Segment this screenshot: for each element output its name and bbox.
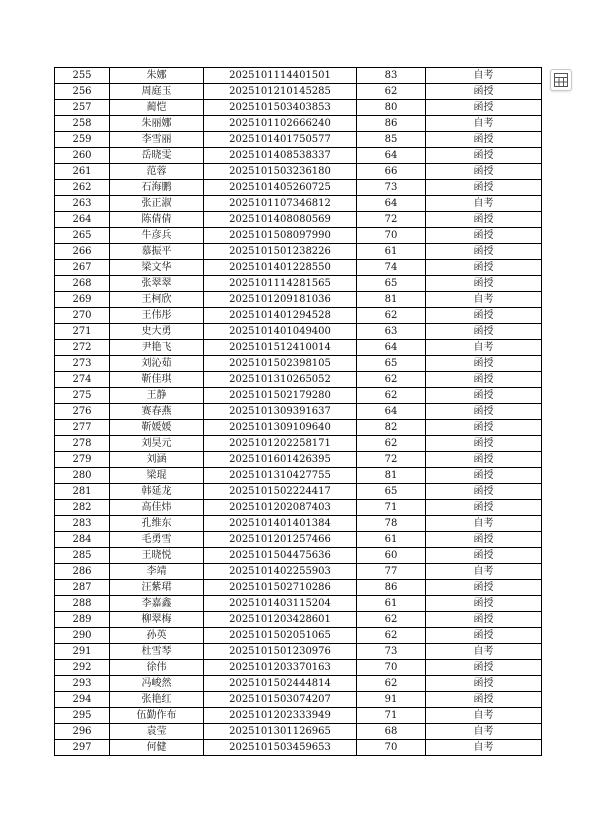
- score-cell: 64: [357, 148, 426, 164]
- score-cell: 73: [357, 644, 426, 660]
- score-cell: 80: [357, 100, 426, 116]
- student-name-cell: 朱丽娜: [110, 116, 204, 132]
- score-cell: 65: [357, 484, 426, 500]
- row-index-cell: 285: [55, 548, 110, 564]
- score-cell: 61: [357, 596, 426, 612]
- student-name-cell: 王静: [110, 388, 204, 404]
- table-row: [55, 372, 542, 388]
- study-mode-cell: 函授: [426, 212, 542, 228]
- study-mode-cell: 自考: [426, 644, 542, 660]
- table-row: [55, 580, 542, 596]
- row-index-cell: 270: [55, 308, 110, 324]
- table-row: [55, 724, 542, 740]
- score-cell: 62: [357, 388, 426, 404]
- score-cell: 65: [357, 356, 426, 372]
- student-name-cell: 靳佳琪: [110, 372, 204, 388]
- study-mode-cell: 函授: [426, 660, 542, 676]
- table-row: [55, 244, 542, 260]
- table-row: [55, 420, 542, 436]
- score-cell: 81: [357, 292, 426, 308]
- student-id-cell: 2025101202258171: [204, 436, 357, 452]
- student-id-cell: 2025101503459653: [204, 740, 357, 756]
- student-name-cell: 李雪丽: [110, 132, 204, 148]
- score-cell: 61: [357, 244, 426, 260]
- table-grid-icon: [554, 73, 568, 87]
- student-id-cell: 2025101502224417: [204, 484, 357, 500]
- study-mode-cell: 自考: [426, 196, 542, 212]
- table-row: [55, 644, 542, 660]
- student-id-cell: 2025101408538337: [204, 148, 357, 164]
- student-name-cell: 史大勇: [110, 324, 204, 340]
- student-name-cell: 张艳红: [110, 692, 204, 708]
- study-mode-cell: 函授: [426, 548, 542, 564]
- study-mode-cell: 函授: [426, 260, 542, 276]
- row-index-cell: 257: [55, 100, 110, 116]
- score-cell: 72: [357, 452, 426, 468]
- student-name-cell: 蔺恺: [110, 100, 204, 116]
- score-cell: 85: [357, 132, 426, 148]
- row-index-cell: 295: [55, 708, 110, 724]
- student-name-cell: 刘昊元: [110, 436, 204, 452]
- student-id-cell: 2025101301126965: [204, 724, 357, 740]
- table-row: [55, 596, 542, 612]
- score-cell: 60: [357, 548, 426, 564]
- student-id-cell: 2025101503236180: [204, 164, 357, 180]
- student-name-cell: 王晓悦: [110, 548, 204, 564]
- table-row: [55, 692, 542, 708]
- records-table-body: [55, 68, 542, 756]
- row-index-cell: 279: [55, 452, 110, 468]
- study-mode-cell: 函授: [426, 596, 542, 612]
- table-row: [55, 148, 542, 164]
- study-mode-cell: 函授: [426, 132, 542, 148]
- student-id-cell: 2025101501230976: [204, 644, 357, 660]
- row-index-cell: 276: [55, 404, 110, 420]
- study-mode-cell: 自考: [426, 708, 542, 724]
- row-index-cell: 271: [55, 324, 110, 340]
- student-name-cell: 汪紫珺: [110, 580, 204, 596]
- row-index-cell: 274: [55, 372, 110, 388]
- student-id-cell: 2025101310427755: [204, 468, 357, 484]
- table-row: [55, 532, 542, 548]
- student-id-cell: 2025101309109640: [204, 420, 357, 436]
- row-index-cell: 255: [55, 68, 110, 84]
- student-name-cell: 孙英: [110, 628, 204, 644]
- study-mode-cell: 函授: [426, 244, 542, 260]
- student-id-cell: 2025101107346812: [204, 196, 357, 212]
- study-mode-cell: 函授: [426, 228, 542, 244]
- student-id-cell: 2025101405260725: [204, 180, 357, 196]
- student-name-cell: 朱娜: [110, 68, 204, 84]
- student-name-cell: 袁莹: [110, 724, 204, 740]
- table-row: [55, 340, 542, 356]
- score-cell: 64: [357, 404, 426, 420]
- score-cell: 77: [357, 564, 426, 580]
- score-cell: 61: [357, 532, 426, 548]
- row-index-cell: 283: [55, 516, 110, 532]
- row-index-cell: 272: [55, 340, 110, 356]
- study-mode-cell: 函授: [426, 484, 542, 500]
- table-row: [55, 228, 542, 244]
- student-id-cell: 2025101508097990: [204, 228, 357, 244]
- table-row: [55, 196, 542, 212]
- student-id-cell: 2025101601426395: [204, 452, 357, 468]
- table-row: [55, 276, 542, 292]
- student-id-cell: 2025101401049400: [204, 324, 357, 340]
- table-row: [55, 468, 542, 484]
- student-name-cell: 周庭玉: [110, 84, 204, 100]
- score-cell: 86: [357, 116, 426, 132]
- score-cell: 62: [357, 676, 426, 692]
- student-name-cell: 杜雪琴: [110, 644, 204, 660]
- student-name-cell: 王伟彤: [110, 308, 204, 324]
- score-cell: 72: [357, 212, 426, 228]
- study-mode-cell: 函授: [426, 468, 542, 484]
- row-index-cell: 261: [55, 164, 110, 180]
- study-mode-cell: 函授: [426, 324, 542, 340]
- row-index-cell: 290: [55, 628, 110, 644]
- student-id-cell: 2025101403115204: [204, 596, 357, 612]
- student-id-cell: 2025101402255903: [204, 564, 357, 580]
- study-mode-cell: 函授: [426, 180, 542, 196]
- study-mode-cell: 函授: [426, 388, 542, 404]
- student-name-cell: 慕振平: [110, 244, 204, 260]
- student-name-cell: 陈倩倩: [110, 212, 204, 228]
- row-index-cell: 268: [55, 276, 110, 292]
- row-index-cell: 275: [55, 388, 110, 404]
- student-id-cell: 2025101114401501: [204, 68, 357, 84]
- study-mode-cell: 函授: [426, 676, 542, 692]
- student-name-cell: 毛勇雪: [110, 532, 204, 548]
- student-id-cell: 2025101202333949: [204, 708, 357, 724]
- table-row: [55, 612, 542, 628]
- table-row: [55, 116, 542, 132]
- student-id-cell: 2025101203370163: [204, 660, 357, 676]
- student-id-cell: 2025101502710286: [204, 580, 357, 596]
- score-cell: 62: [357, 308, 426, 324]
- row-index-cell: 296: [55, 724, 110, 740]
- row-index-cell: 291: [55, 644, 110, 660]
- study-mode-cell: 自考: [426, 516, 542, 532]
- row-index-cell: 267: [55, 260, 110, 276]
- study-mode-cell: 函授: [426, 276, 542, 292]
- table-row: [55, 484, 542, 500]
- study-mode-cell: 函授: [426, 532, 542, 548]
- study-mode-cell: 函授: [426, 436, 542, 452]
- table-row: [55, 500, 542, 516]
- row-index-cell: 262: [55, 180, 110, 196]
- student-name-cell: 徐伟: [110, 660, 204, 676]
- table-row: [55, 84, 542, 100]
- score-cell: 91: [357, 692, 426, 708]
- score-cell: 62: [357, 84, 426, 100]
- student-id-cell: 2025101209181036: [204, 292, 357, 308]
- student-id-cell: 2025101114281565: [204, 276, 357, 292]
- student-name-cell: 韩延龙: [110, 484, 204, 500]
- row-index-cell: 289: [55, 612, 110, 628]
- table-row: [55, 564, 542, 580]
- study-mode-cell: 函授: [426, 628, 542, 644]
- score-cell: 81: [357, 468, 426, 484]
- student-name-cell: 刘沁茹: [110, 356, 204, 372]
- score-cell: 70: [357, 228, 426, 244]
- study-mode-cell: 函授: [426, 580, 542, 596]
- student-id-cell: 2025101401294528: [204, 308, 357, 324]
- score-cell: 70: [357, 740, 426, 756]
- student-id-cell: 2025101502444814: [204, 676, 357, 692]
- study-mode-cell: 自考: [426, 740, 542, 756]
- student-id-cell: 2025101203428601: [204, 612, 357, 628]
- row-index-cell: 264: [55, 212, 110, 228]
- table-row: [55, 164, 542, 180]
- student-name-cell: 柳翠梅: [110, 612, 204, 628]
- table-row: [55, 212, 542, 228]
- table-row: [55, 180, 542, 196]
- study-mode-cell: 自考: [426, 724, 542, 740]
- score-cell: 71: [357, 708, 426, 724]
- score-cell: 62: [357, 628, 426, 644]
- student-id-cell: 2025101503074207: [204, 692, 357, 708]
- student-name-cell: 靳媛媛: [110, 420, 204, 436]
- table-row: [55, 548, 542, 564]
- row-index-cell: 297: [55, 740, 110, 756]
- student-id-cell: 2025101309391637: [204, 404, 357, 420]
- table-row: [55, 740, 542, 756]
- student-id-cell: 2025101401401384: [204, 516, 357, 532]
- table-row: [55, 660, 542, 676]
- student-id-cell: 2025101401228550: [204, 260, 357, 276]
- score-cell: 62: [357, 612, 426, 628]
- score-cell: 63: [357, 324, 426, 340]
- row-index-cell: 287: [55, 580, 110, 596]
- score-cell: 64: [357, 196, 426, 212]
- student-id-cell: 2025101408080569: [204, 212, 357, 228]
- table-row: [55, 292, 542, 308]
- student-id-cell: 2025101102666240: [204, 116, 357, 132]
- table-row: [55, 100, 542, 116]
- study-mode-cell: 自考: [426, 68, 542, 84]
- student-id-cell: 2025101503403853: [204, 100, 357, 116]
- row-index-cell: 263: [55, 196, 110, 212]
- table-row: [55, 324, 542, 340]
- student-id-cell: 2025101210145285: [204, 84, 357, 100]
- table-row: [55, 404, 542, 420]
- student-name-cell: 孔维东: [110, 516, 204, 532]
- row-index-cell: 256: [55, 84, 110, 100]
- student-id-cell: 2025101512410014: [204, 340, 357, 356]
- student-name-cell: 王柯欣: [110, 292, 204, 308]
- row-index-cell: 278: [55, 436, 110, 452]
- student-id-cell: 2025101501238226: [204, 244, 357, 260]
- score-cell: 73: [357, 180, 426, 196]
- score-cell: 74: [357, 260, 426, 276]
- study-mode-cell: 函授: [426, 420, 542, 436]
- table-row: [55, 356, 542, 372]
- student-name-cell: 何健: [110, 740, 204, 756]
- student-id-cell: 2025101401750577: [204, 132, 357, 148]
- score-cell: 83: [357, 68, 426, 84]
- student-id-cell: 2025101310265052: [204, 372, 357, 388]
- study-mode-cell: 函授: [426, 404, 542, 420]
- study-mode-cell: 函授: [426, 164, 542, 180]
- row-index-cell: 280: [55, 468, 110, 484]
- table-tool-button[interactable]: [550, 69, 572, 91]
- table-row: [55, 388, 542, 404]
- student-name-cell: 张翠翠: [110, 276, 204, 292]
- study-mode-cell: 函授: [426, 148, 542, 164]
- row-index-cell: 284: [55, 532, 110, 548]
- row-index-cell: 265: [55, 228, 110, 244]
- records-table: [54, 67, 542, 756]
- student-name-cell: 梁文华: [110, 260, 204, 276]
- table-row: [55, 436, 542, 452]
- study-mode-cell: 自考: [426, 564, 542, 580]
- score-cell: 65: [357, 276, 426, 292]
- row-index-cell: 292: [55, 660, 110, 676]
- study-mode-cell: 自考: [426, 340, 542, 356]
- student-name-cell: 岳晓雯: [110, 148, 204, 164]
- row-index-cell: 273: [55, 356, 110, 372]
- student-name-cell: 范蓉: [110, 164, 204, 180]
- row-index-cell: 294: [55, 692, 110, 708]
- study-mode-cell: 函授: [426, 308, 542, 324]
- student-id-cell: 2025101202087403: [204, 500, 357, 516]
- student-name-cell: 李靖: [110, 564, 204, 580]
- study-mode-cell: 函授: [426, 612, 542, 628]
- student-name-cell: 刘涵: [110, 452, 204, 468]
- student-name-cell: 张正淑: [110, 196, 204, 212]
- score-cell: 71: [357, 500, 426, 516]
- table-row: [55, 308, 542, 324]
- score-cell: 62: [357, 372, 426, 388]
- row-index-cell: 266: [55, 244, 110, 260]
- table-row: [55, 452, 542, 468]
- student-id-cell: 2025101502398105: [204, 356, 357, 372]
- student-name-cell: 梁琨: [110, 468, 204, 484]
- table-row: [55, 132, 542, 148]
- row-index-cell: 288: [55, 596, 110, 612]
- student-id-cell: 2025101201257466: [204, 532, 357, 548]
- table-row: [55, 516, 542, 532]
- student-name-cell: 尹艳飞: [110, 340, 204, 356]
- score-cell: 64: [357, 340, 426, 356]
- row-index-cell: 260: [55, 148, 110, 164]
- study-mode-cell: 函授: [426, 84, 542, 100]
- study-mode-cell: 函授: [426, 692, 542, 708]
- study-mode-cell: 函授: [426, 372, 542, 388]
- study-mode-cell: 自考: [426, 116, 542, 132]
- student-name-cell: 赛春燕: [110, 404, 204, 420]
- score-cell: 68: [357, 724, 426, 740]
- score-cell: 78: [357, 516, 426, 532]
- row-index-cell: 286: [55, 564, 110, 580]
- student-id-cell: 2025101502051065: [204, 628, 357, 644]
- score-cell: 82: [357, 420, 426, 436]
- score-cell: 66: [357, 164, 426, 180]
- row-index-cell: 258: [55, 116, 110, 132]
- study-mode-cell: 函授: [426, 500, 542, 516]
- score-cell: 62: [357, 436, 426, 452]
- table-row: [55, 260, 542, 276]
- study-mode-cell: 函授: [426, 452, 542, 468]
- table-row: [55, 708, 542, 724]
- score-cell: 70: [357, 660, 426, 676]
- row-index-cell: 282: [55, 500, 110, 516]
- row-index-cell: 269: [55, 292, 110, 308]
- table-row: [55, 68, 542, 84]
- student-name-cell: 冯峻然: [110, 676, 204, 692]
- study-mode-cell: 自考: [426, 292, 542, 308]
- row-index-cell: 277: [55, 420, 110, 436]
- table-row: [55, 676, 542, 692]
- student-id-cell: 2025101504475636: [204, 548, 357, 564]
- student-name-cell: 李嘉鑫: [110, 596, 204, 612]
- student-name-cell: 石海鹏: [110, 180, 204, 196]
- student-name-cell: 伍勤作布: [110, 708, 204, 724]
- row-index-cell: 293: [55, 676, 110, 692]
- study-mode-cell: 函授: [426, 356, 542, 372]
- student-id-cell: 2025101502179280: [204, 388, 357, 404]
- study-mode-cell: 函授: [426, 100, 542, 116]
- row-index-cell: 259: [55, 132, 110, 148]
- table-row: [55, 628, 542, 644]
- student-name-cell: 牛彦兵: [110, 228, 204, 244]
- row-index-cell: 281: [55, 484, 110, 500]
- score-cell: 86: [357, 580, 426, 596]
- student-name-cell: 高佳炜: [110, 500, 204, 516]
